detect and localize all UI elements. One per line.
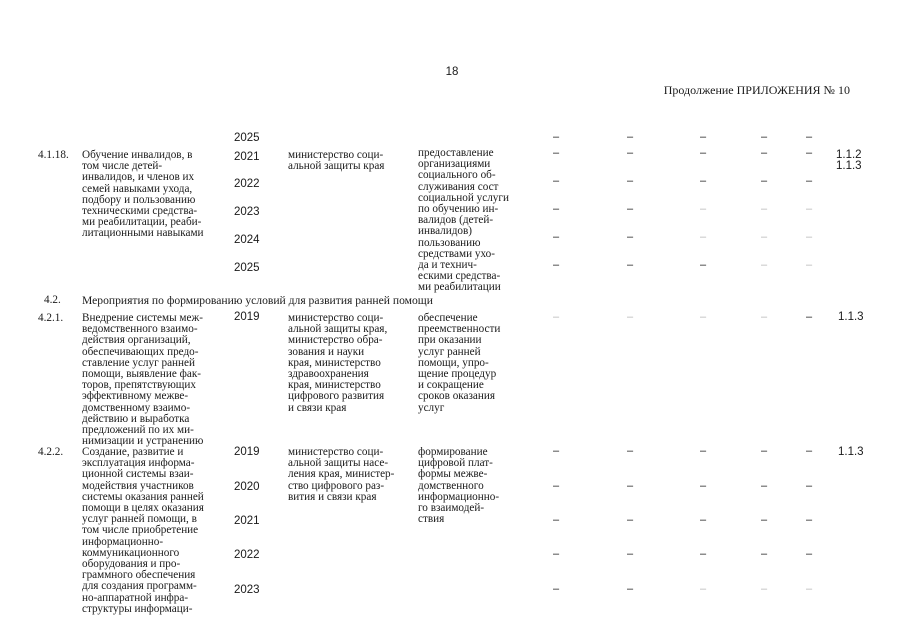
year-2022: 2022 (234, 178, 260, 190)
item-title-4-2-2: Создание, развитие и эксплуатация информа- ционной системы взаи- модействия участников системы оказания ранней помощи в целях оказания услуг ранней помощи, в том числе приобретение информационно- коммуникационного оборудования и про- граммного обеспечения для создания программ- но-аппаратной инфра- структуры информаци- (82, 446, 204, 615)
dash-cell-r7-c2: – (699, 445, 707, 457)
year-2021-4-2-2: 2021 (234, 515, 260, 527)
dash-cell-r7-c3: – (760, 445, 768, 457)
dash-cell-r2-c3: – (760, 175, 768, 187)
page-number: 18 (445, 66, 459, 78)
dash-cell-r11-c2: – (699, 583, 707, 595)
year-2019-4-2-2: 2019 (234, 446, 260, 458)
dash-cell-r0-c2: – (699, 131, 707, 143)
dash-cell-r3-c1: – (626, 203, 634, 215)
dash-cell-r2-c2: – (699, 175, 707, 187)
item-number-4-2-2: 4.2.2. (38, 446, 64, 458)
executor-4-2-2: министерство соци- альной защиты насе- ления края, министер- ство цифрового раз- вития и связи края (288, 446, 395, 503)
dash-cell-r0-c1: – (626, 131, 634, 143)
dash-cell-r6-c0: – (552, 311, 560, 323)
year-2024: 2024 (234, 234, 260, 246)
dash-cell-r5-c1: – (626, 259, 634, 271)
dash-cell-r2-c4: – (805, 175, 813, 187)
dash-cell-r9-c4: – (805, 514, 813, 526)
year-2025: 2025 (234, 262, 260, 274)
dash-cell-r6-c3: – (760, 311, 768, 323)
dash-cell-r10-c1: – (626, 548, 634, 560)
year-2022-4-2-2: 2022 (234, 549, 260, 561)
dash-cell-r8-c0: – (552, 480, 560, 492)
dash-cell-r10-c3: – (760, 548, 768, 560)
indicators-4-1-18: 1.1.2 1.1.3 (836, 149, 862, 172)
dash-cell-r8-c2: – (699, 480, 707, 492)
dash-cell-r2-c1: – (626, 175, 634, 187)
dash-cell-r7-c4: – (805, 445, 813, 457)
dash-cell-r4-c1: – (626, 231, 634, 243)
continuation-header: Продолжение ПРИЛОЖЕНИЯ № 10 (663, 83, 850, 97)
dash-cell-r10-c2: – (699, 548, 707, 560)
dash-cell-r1-c3: – (760, 147, 768, 159)
dash-cell-r7-c0: – (552, 445, 560, 457)
dash-cell-r5-c2: – (699, 259, 707, 271)
dash-cell-r6-c2: – (699, 311, 707, 323)
dash-cell-r11-c4: – (805, 583, 813, 595)
dash-cell-r9-c2: – (699, 514, 707, 526)
dash-cell-r4-c4: – (805, 231, 813, 243)
item-number-4-2-1: 4.2.1. (38, 312, 64, 324)
dash-cell-r1-c1: – (626, 147, 634, 159)
dash-cell-r5-c3: – (760, 259, 768, 271)
dash-cell-r8-c4: – (805, 480, 813, 492)
executor-4-2-1: министерство соци- альной защиты края, министерство обра- зования и науки края, министерство здравоохранения края, министерство цифрового развития и связи края (288, 312, 388, 414)
dash-cell-r3-c3: – (760, 203, 768, 215)
dash-cell-r0-c3: – (760, 131, 768, 143)
item-number-4-1-18: 4.1.18. (38, 149, 69, 161)
year-2020-4-2-2: 2020 (234, 481, 260, 493)
dash-cell-r3-c4: – (805, 203, 813, 215)
dash-cell-r4-c2: – (699, 231, 707, 243)
year-2025-carryover: 2025 (234, 132, 260, 144)
dash-cell-r11-c3: – (760, 583, 768, 595)
year-2019-4-2-1: 2019 (234, 311, 260, 323)
dash-cell-r7-c1: – (626, 445, 634, 457)
dash-cell-r0-c4: – (805, 131, 813, 143)
dash-cell-r3-c0: – (552, 203, 560, 215)
dash-cell-r0-c0: – (552, 131, 560, 143)
dash-cell-r1-c0: – (552, 147, 560, 159)
dash-cell-r8-c3: – (760, 480, 768, 492)
dash-cell-r9-c3: – (760, 514, 768, 526)
dash-cell-r9-c1: – (626, 514, 634, 526)
dash-cell-r2-c0: – (552, 175, 560, 187)
indicators-4-2-2: 1.1.3 (838, 446, 864, 458)
dash-cell-r6-c1: – (626, 311, 634, 323)
dash-cell-r10-c0: – (552, 548, 560, 560)
item-title-4-1-18: Обучение инвалидов, в том числе детей- инвалидов, и членов их семей навыками ухода, подбору и пользованию техническими средства- ми реабилитации, реаби- литационными навыками (82, 149, 204, 240)
year-2023: 2023 (234, 206, 260, 218)
dash-cell-r4-c0: – (552, 231, 560, 243)
item-title-4-2-1: Внедрение системы меж- ведомственного взаимо- действия организаций, обеспечивающих предо- ставление услуг ранней помощи, выявление фак- торов, препятствующих эффективному межве- домственному взаимо- действию и выработка предложений по их ми- нимизации и устранению (82, 312, 204, 448)
dash-cell-r9-c0: – (552, 514, 560, 526)
dash-cell-r11-c0: – (552, 583, 560, 595)
section-title-4-2: Мероприятия по формированию условий для развития ранней помощи (82, 294, 433, 307)
result-4-2-1: обеспечение преемственности при оказании услуг ранней помощи, упро- щение процедур и сокращение сроков оказания услуг (418, 312, 501, 414)
section-number-4-2: 4.2. (44, 294, 61, 306)
dash-cell-r3-c2: – (699, 203, 707, 215)
dash-cell-r8-c1: – (626, 480, 634, 492)
indicators-4-2-1: 1.1.3 (838, 311, 864, 323)
dash-cell-r11-c1: – (626, 583, 634, 595)
dash-cell-r6-c4: – (805, 311, 813, 323)
dash-cell-r10-c4: – (805, 548, 813, 560)
result-4-1-18: предоставление организациями социального об- служивания сост социальной услуги по обучению ин- валидов (детей- инвалидов) пользованию средствами ухо- да и технич- ескими средства- ми реабилитации (418, 147, 509, 294)
result-4-2-2: формирование цифровой плат- формы межве- домственного информационно- го взаимодей- ствия (418, 446, 500, 526)
executor-4-1-18: министерство соци- альной защиты края (288, 149, 385, 173)
year-2021: 2021 (234, 151, 260, 163)
dash-cell-r1-c2: – (699, 147, 707, 159)
dash-cell-r1-c4: – (805, 147, 813, 159)
dash-cell-r5-c4: – (805, 259, 813, 271)
dash-cell-r4-c3: – (760, 231, 768, 243)
year-2023-4-2-2: 2023 (234, 584, 260, 596)
dash-cell-r5-c0: – (552, 259, 560, 271)
